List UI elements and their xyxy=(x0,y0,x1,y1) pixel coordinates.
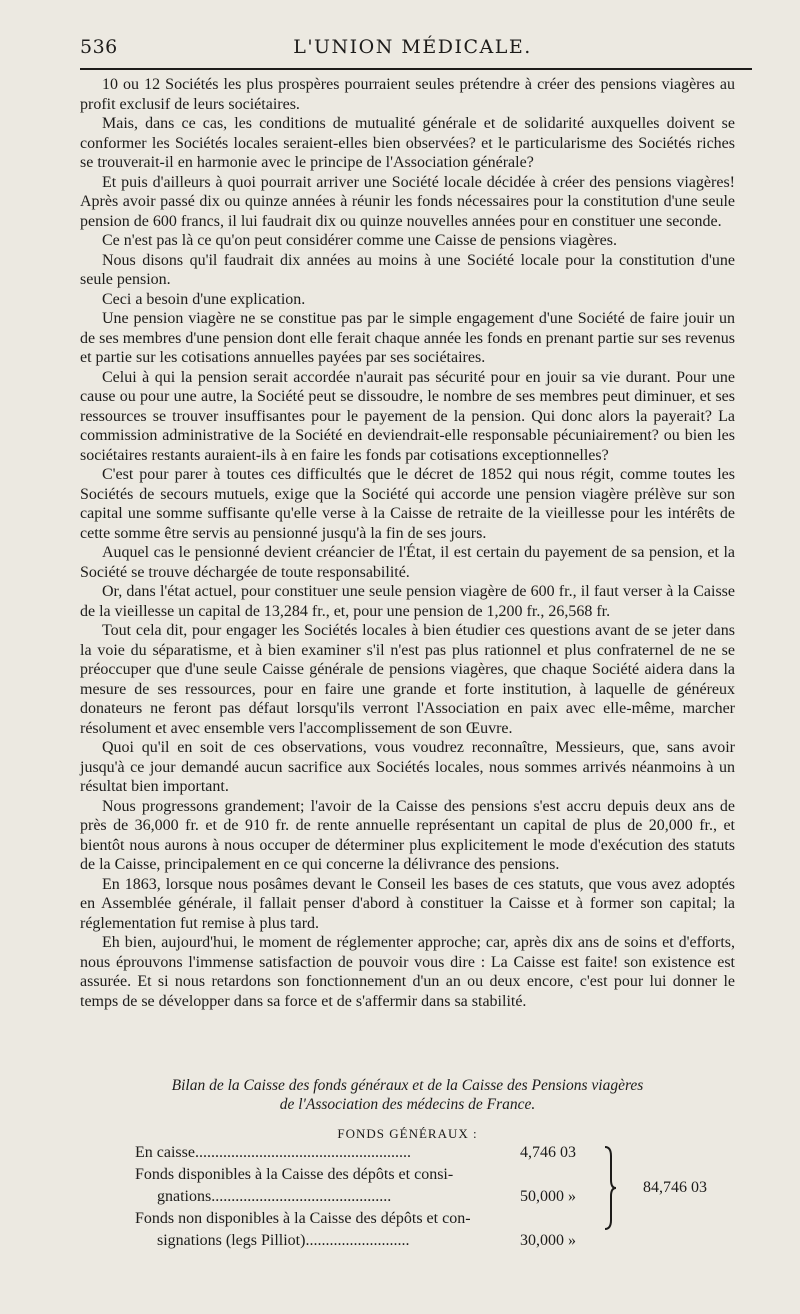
ledger-row-label: Fonds disponibles à la Caisse des dépôts et consi- xyxy=(135,1166,454,1183)
ledger-row-label: Fonds non disponibles à la Caisse des dépôts et con- xyxy=(135,1210,471,1227)
ledger-amount: 30,000 » xyxy=(520,1232,576,1249)
header-rule xyxy=(80,68,752,70)
paragraph: En 1863, lorsque nous posâmes devant le Conseil les bases de ces statuts, que vous avez adoptés en Assemblée générale, il fallait penser d'abord à constituer la Caisse et à former son capital; la réglementation fut remise à plus tard. xyxy=(80,875,735,932)
ledger-total: 84,746 03 xyxy=(643,1179,707,1196)
paragraph: Nous progressons grandement; l'avoir de la Caisse des pensions s'est accru depuis deux ans de près de 36,000 fr. et de 910 fr. de rente annuelle représentant un capital de plus de 20,000 fr., et bientôt nous aurons à nous occuper de déterminer plus explicitement le mode d'exécution des statuts de la Caisse, principalement en ce qui concerne la délivrance des pensions. xyxy=(80,797,735,873)
paragraph: Eh bien, aujourd'hui, le moment de réglementer approche; car, après dix ans de soins et d'efforts, nous éprouvons l'immense satisfaction de pouvoir vous dire : La Caisse est faite! son existence est assurée. Et si nous retardons son fonctionnement d'un an ou deux encore, c'est pour lui donner le temps de se développer dans sa force et de s'affermir dans sa stabilité. xyxy=(80,934,735,1010)
paragraph: Tout cela dit, pour engager les Sociétés locales à bien étudier ces questions avant de se jeter dans la voie du séparatisme, et à bien examiner s'il n'est pas plus rationnel et plus confraternel de ne se préoccuper que d'une seule Caisse générale de pensions viagères, que chaque Société aidera dans la mesure de ses ressources, pour en faire une grande et forte institution, à laquelle de généreux donateurs ne feront pas défaut lorsqu'ils verront l'Association en paix avec elle-même, marcher résolument et avec ensemble vers l'accomplissement de son Œuvre. xyxy=(80,622,735,737)
paragraph: Et puis d'ailleurs à quoi pourrait arriver une Société locale décidée à créer des pensions viagères! Après avoir passé dix ou quinze années à réunir les fonds nécessaires pour la constitution d'une seule pension de 600 francs, il lui faudrait dix ou quinze nouvelles années pour en constituer une seconde. xyxy=(80,173,735,230)
paragraph: Ce n'est pas là ce qu'on peut considérer comme une Caisse de pensions viagères. xyxy=(102,232,617,249)
paragraph: Nous disons qu'il faudrait dix années au moins à une Société locale pour la constitution d'une seule pension. xyxy=(80,251,735,288)
balance-caption-line-2: de l'Association des médecins de France. xyxy=(279,1096,536,1113)
balance-subheading: FONDS GÉNÉRAUX : xyxy=(337,1126,478,1141)
ledger-row-label: En caisse...................................................... xyxy=(135,1144,411,1161)
paragraph: Celui à qui la pension serait accordée n'aurait pas sécurité pour en jouir sa vie durant. Pour une cause ou pour une autre, la Société peut se dissoudre, le nombre de ses membres peut diminuer, et ses ressources se trouver insuffisantes pour le payement de la pension. Qui donc alors la payerait? La commission administrative de la Société en deviendrait-elle responsable pécuniairement? ou bien les sociétaires restants auraient-ils à en faire les fonds par cotisations exceptionnelles? xyxy=(80,368,735,464)
curly-brace xyxy=(603,1146,617,1230)
paragraph: Ceci a besoin d'une explication. xyxy=(102,290,306,308)
paragraph: Une pension viagère ne se constitue pas par le simple engagement d'une Société de faire jouir un de ses membres d'une pension dont elle ferait chaque année les fonds en prenant partie sur ses revenus et partie sur les cotisations annuelles payées par ses sociétaires. xyxy=(80,310,735,366)
ledger-amount: 4,746 03 xyxy=(520,1144,576,1161)
ledger-amount: 50,000 » xyxy=(520,1188,576,1205)
ledger-row-label-continued: signations (legs Pilliot).......................... xyxy=(157,1232,410,1249)
paragraph: Mais, dans ce cas, les conditions de mutualité générale et de solidarité auxquelles doivent se conformer les Sociétés locales seraient-elles bien observées? et le particularisme des Sociétés riches se trouverait-il en harmonie avec le principe de l'Association générale? xyxy=(80,115,735,171)
paragraph: 10 ou 12 Sociétés les plus prospères pourraient seules prétendre à créer des pensions viagères au profit exclusif de leurs sociétaires. xyxy=(80,76,735,113)
page-number: 536 xyxy=(80,36,118,58)
balance-caption-line-1: Bilan de la Caisse des fonds généraux et de la Caisse des Pensions viagères xyxy=(171,1077,644,1094)
body-text xyxy=(80,75,735,1011)
balance-section xyxy=(80,1076,735,1249)
running-head xyxy=(80,36,745,64)
paragraph: Auquel cas le pensionné devient créancier de l'État, il est certain du payement de sa pension, et la Société se trouve déchargée de toute responsabilité. xyxy=(80,544,735,581)
ledger xyxy=(135,1144,735,1314)
paragraph: Quoi qu'il en soit de ces observations, vous voudrez reconnaître, Messieurs, que, sans avoir jusqu'à ce jour demandé aucun sacrifice aux Sociétés locales, nous sommes arrivés néanmoins à un résultat bien important. xyxy=(80,739,735,795)
journal-title: L'UNION MÉDICALE. xyxy=(293,36,532,58)
ledger-row-label-continued: gnations............................................. xyxy=(157,1188,392,1205)
paragraph: C'est pour parer à toutes ces difficultés que le décret de 1852 qui nous régit, comme toutes les Sociétés de secours mutuels, exige que la Société qui accorde une pension viagère prélève sur son capital une somme suffisante qu'elle verse à la Caisse de retraite de la vieillesse pour les intérêts de cette somme être servis au pensionné jusqu'à la fin de ses jours. xyxy=(80,466,735,542)
paragraph: Or, dans l'état actuel, pour constituer une seule pension viagère de 600 fr., il faut verser à la Caisse de la vieillesse un capital de 13,284 fr., et, pour une pension de 1,200 fr., 26,568 fr. xyxy=(80,583,735,620)
